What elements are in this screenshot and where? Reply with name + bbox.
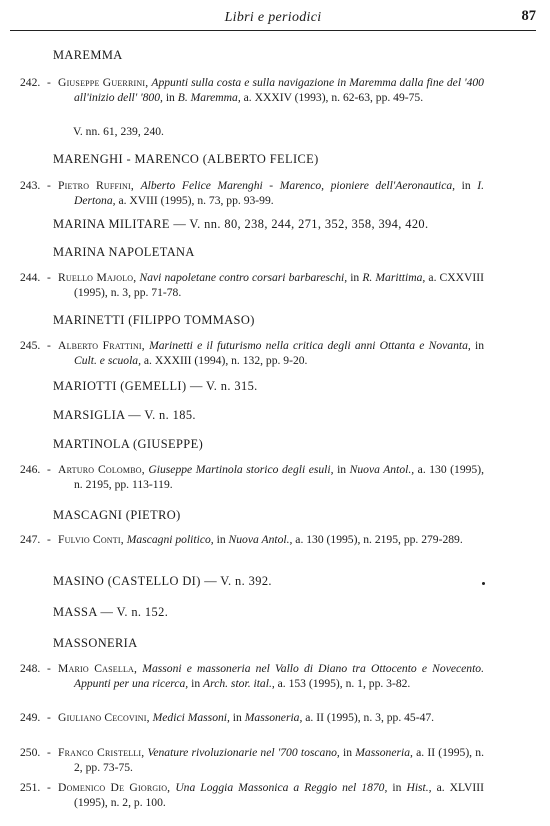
entry-author: Arturo Colombo, (58, 463, 145, 476)
entry-details: a. XXXIV (1993), n. 62-63, pp. 49-75. (240, 91, 424, 104)
entry-number: 243. (20, 179, 41, 192)
entry-251 (20, 780, 484, 810)
entry-242 (20, 75, 484, 105)
entry-number: 244. (20, 271, 41, 284)
entry-author: Ruello Majolo, (58, 271, 137, 284)
stray-dot (482, 582, 485, 585)
entry-dash: - (47, 271, 51, 284)
section-heading-masino: MASINO (CASTELLO DI) — V. n. 392. (53, 574, 272, 588)
entry-details: a. XVIII (1995), n. 73, pp. 93-99. (115, 194, 274, 207)
section-heading-marina-napoletana: MARINA NAPOLETANA (53, 245, 195, 259)
section-heading-mascagni: MASCAGNI (PIETRO) (53, 508, 181, 522)
entry-number: 242. (20, 76, 41, 89)
entry-title: Mascagni politico, (126, 533, 214, 546)
entry-citation (58, 710, 484, 725)
entry-details: a. II (1995), n. 3, pp. 45-47. (302, 711, 435, 724)
entry-250 (20, 745, 484, 775)
entry-in: in (188, 677, 204, 690)
entry-journal: Massoneria, (244, 711, 303, 724)
entry-citation (58, 532, 484, 547)
section-heading-marenghi: MARENGHI - MARENCO (ALBERTO FELICE) (53, 152, 319, 166)
section-heading-martinola: MARTINOLA (GIUSEPPE) (53, 437, 204, 451)
section-heading-massa: MASSA — V. n. 152. (53, 605, 169, 619)
entry-number: 250. (20, 746, 41, 759)
entry-245 (20, 338, 484, 368)
entry-in: in (455, 179, 478, 192)
entry-in: in (162, 91, 178, 104)
entry-in: in (213, 533, 229, 546)
section-heading-mariotti: MARIOTTI (GEMELLI) — V. n. 315. (53, 379, 258, 393)
entry-in: in (333, 463, 350, 476)
entry-details: a. CXXVIII (1995), n. 3, pp. 71-78. (74, 271, 484, 299)
entry-author: Giuseppe Guerrini, (58, 76, 149, 89)
entry-title: Alberto Felice Marenghi - Marenco, pioniere dell'Aeronautica, (140, 179, 456, 192)
entry-dash: - (47, 746, 51, 759)
entry-dash: - (47, 463, 51, 476)
entry-title: Medici Massoni, (152, 711, 230, 724)
entry-number: 246. (20, 463, 41, 476)
section-heading-marsiglia: MARSIGLIA — V. n. 185. (53, 408, 196, 422)
running-title: Libri e periodici (224, 10, 322, 25)
entry-citation (58, 270, 484, 300)
entry-in: in (339, 746, 356, 759)
entry-details: a. 130 (1995), n. 2195, pp. 113-119. (74, 463, 484, 491)
entry-citation (58, 780, 484, 810)
entry-author: Fulvio Conti, (58, 533, 124, 546)
entry-author: Franco Cristelli, (58, 746, 145, 759)
entry-title: Appunti sulla costa e sulla navigazione in Maremma dalla fine del '400 all'inizio dell' '800, (74, 76, 484, 104)
entry-journal: Nuova Antol., (228, 533, 293, 546)
entry-in: in (387, 781, 407, 794)
entry-details: a. XLVIII (1995), n. 2, p. 100. (74, 781, 485, 809)
entry-246 (20, 462, 484, 492)
running-header (10, 8, 536, 31)
entry-citation (58, 338, 484, 368)
entry-dash: - (47, 533, 51, 546)
entry-details: a. 153 (1995), n. 1, pp. 3-82. (274, 677, 411, 690)
entry-citation (58, 462, 484, 492)
section-heading-maremma: MAREMMA (53, 48, 123, 62)
entry-number: 245. (20, 339, 41, 352)
entry-in: in (229, 711, 245, 724)
entry-details: a. XXXIII (1994), n. 132, pp. 9-20. (140, 354, 308, 367)
entry-title: Massoni e massoneria nel Vallo di Diano tra Ottocento e Novecento. Appunti per una ricerca, (74, 662, 485, 690)
entry-title: Giuseppe Martinola storico degli esuli, (148, 463, 334, 476)
entry-dash: - (47, 339, 51, 352)
entry-journal: B. Maremma, (177, 91, 241, 104)
page-number: 87 (521, 8, 536, 24)
entry-dash: - (47, 179, 51, 192)
entry-citation (58, 745, 484, 775)
entry-title: Navi napoletane contro corsari barbareschi, (139, 271, 348, 284)
entry-author: Pietro Ruffini, (58, 179, 134, 192)
entry-249 (20, 710, 484, 725)
entry-journal: Arch. stor. ital., (203, 677, 275, 690)
entry-journal: Hist., (406, 781, 432, 794)
entry-244 (20, 270, 484, 300)
entry-243 (20, 178, 484, 208)
entry-citation (58, 178, 484, 208)
entry-title: Venature rivoluzionarie nel '700 toscano, (147, 746, 340, 759)
entry-number: 251. (20, 781, 41, 794)
entry-author: Alberto Frattini, (58, 339, 145, 352)
entry-dash: - (47, 76, 51, 89)
entry-citation (58, 661, 484, 691)
entry-details: a. 130 (1995), n. 2195, pp. 279-289. (292, 533, 463, 546)
entry-journal: I. Dertona, (74, 179, 484, 207)
entry-dash: - (47, 781, 51, 794)
section-heading-massoneria: MASSONERIA (53, 636, 138, 650)
entry-citation (58, 75, 484, 105)
entry-number: 249. (20, 711, 41, 724)
entry-dash: - (47, 662, 51, 675)
entry-in: in (347, 271, 363, 284)
entry-journal: Massoneria, (355, 746, 413, 759)
entry-author: Mario Casella, (58, 662, 138, 675)
entry-247 (20, 532, 484, 547)
entry-number: 248. (20, 662, 41, 675)
entry-author: Domenico De Giorgio, (58, 781, 171, 794)
entry-title: Marinetti e il futurismo nella critica degli anni Ottanta e Novanta, (149, 339, 471, 352)
entry-in: in (470, 339, 484, 352)
entry-journal: R. Marittima, (362, 271, 426, 284)
entry-title: Una Loggia Massonica a Reggio nel 1870, (175, 781, 388, 794)
section-heading-marinetti: MARINETTI (FILIPPO TOMMASO) (53, 313, 255, 327)
see-also-maremma: V. nn. 61, 239, 240. (73, 125, 164, 138)
entry-number: 247. (20, 533, 41, 546)
entry-journal: Cult. e scuola, (74, 354, 141, 367)
section-heading-marina-militare: MARINA MILITARE — V. nn. 80, 238, 244, 271, 352, 358, 394, 420. (53, 217, 429, 231)
entry-details: a. II (1995), n. 2, pp. 73-75. (74, 746, 484, 774)
entry-author: Giuliano Cecovini, (58, 711, 150, 724)
entry-dash: - (47, 711, 51, 724)
entry-248 (20, 661, 484, 691)
entry-journal: Nuova Antol., (349, 463, 415, 476)
